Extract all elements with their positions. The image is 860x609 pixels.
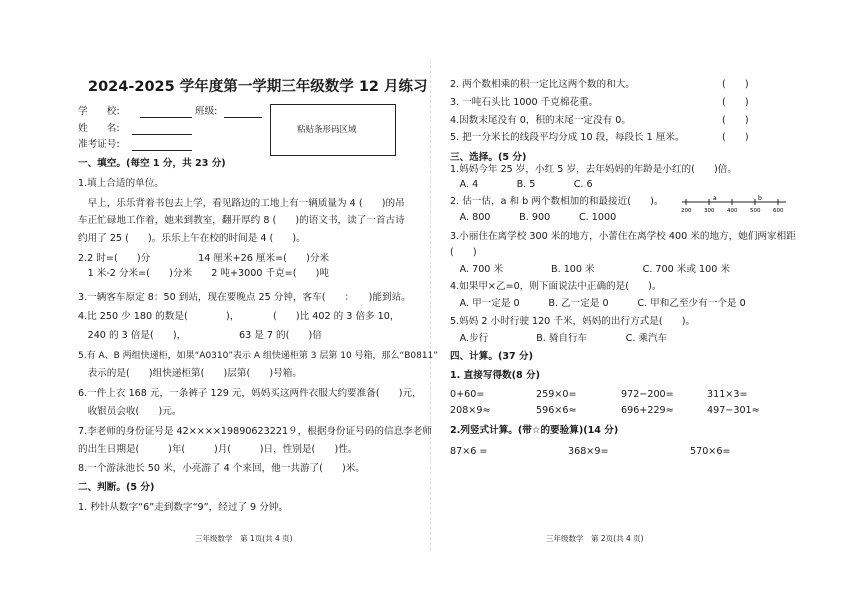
answer-bracket[interactable]: ( ) [722, 97, 749, 108]
oral-problem: 259×0= [536, 389, 577, 400]
question-line: 5.妈妈 2 小时行驶 120 千米，妈妈的出行方式是( )。 [450, 316, 696, 327]
page-footer: 三年级数学 第 2页(共 4 页) [546, 534, 644, 543]
oral-problem: 696+229≈ [621, 405, 674, 416]
oral-problem: 497−301≈ [707, 405, 760, 416]
subsection-vertical-heading: 2.列竖式计算。(带☆的要验算)(14 分) [450, 425, 619, 436]
question-line: 早上，乐乐背着书包去上学，看见路边的工地上有一辆质量为 4 ( )的吊 [78, 198, 405, 209]
question-line: 2. 估一估，a 和 b 两个数相加的和最接近( )。 [450, 196, 664, 207]
question-line: 2.2 时=( )分 14 厘米+26 厘米=( )分米 [78, 253, 330, 264]
number-line-tick-label: 600 [773, 208, 784, 214]
name-label: 姓 名: [78, 123, 120, 134]
question-line: 收银员会收( )元。 [78, 406, 182, 417]
class-field[interactable] [224, 117, 262, 118]
question-options: A.步行 B. 骑自行车 C. 乘汽车 [450, 333, 668, 344]
class-label: 班级: [195, 106, 218, 117]
barcode-label: 粘贴条形码区域 [297, 125, 357, 135]
name-field[interactable] [132, 134, 192, 135]
oral-problem: 0+60= [450, 389, 485, 400]
number-line-ticks [681, 199, 784, 214]
question-options: A. 甲一定是 0 B. 乙一定是 0 C. 甲和乙至少有一个是 0 [450, 298, 746, 309]
subsection-oral-heading: 1. 直接写得数(8 分) [450, 370, 541, 381]
question-options: A. 800 B. 900 C. 1000 [450, 212, 617, 223]
question-line: ( ) [450, 247, 477, 258]
question-line: 8.一个游泳池长 50 米，小亮游了 4 个来回，他一共游了( )米。 [78, 463, 365, 474]
number-line-tick-label: 300 [704, 208, 715, 214]
section-judge-heading: 二、判断。(5 分) [78, 482, 155, 493]
question-line: 1. 秒针从数字“6”走到数字“9”，经过了 9 分钟。 [78, 502, 288, 513]
answer-bracket[interactable]: ( ) [722, 115, 749, 126]
question-line: 6.一件上衣 168 元，一条裤子 129 元，妈妈买这两件衣服大约要准备( )元， [78, 388, 422, 399]
question-line: 1.填上合适的单位。 [78, 178, 164, 189]
oral-problem: 972−200= [621, 389, 674, 400]
question-line: 约用了 25 ( )。乐乐上午在校的时间是 4 ( )。 [78, 233, 306, 244]
question-line: 7.李老师的身份证号是 42××××19890623221９，根据身份证号码的信息李老师 [78, 426, 432, 437]
answer-bracket[interactable]: ( ) [722, 79, 749, 90]
judgment-item: 2. 两个数相乘的积一定比这两个数的和大。 [450, 79, 635, 90]
barcode-area [270, 104, 396, 156]
oral-problem: 596×6≈ [536, 405, 577, 416]
oral-problem: 208×9≈ [450, 405, 491, 416]
question-line: 4.如果甲×乙=0，则下面说法中正确的是( )。 [450, 281, 662, 292]
page-footer: 三年级数学 第 1页(共 4 页) [195, 534, 293, 543]
number-line-label-a: a [713, 195, 717, 202]
question-line: 车正忙碌地工作着，她来到教室，翻开厚约 8 ( )的语文书，读了一首古诗 [78, 215, 405, 226]
judgment-item: 4.因数末尾没有 0，积的末尾一定没有 0。 [450, 115, 631, 126]
question-line: 3.一辆客车原定 8：50 到站，现在要晚点 25 分钟，客车( ： )能到站。 [78, 292, 411, 303]
question-options: A. 700 米 B. 100 米 C. 700 米或 100 米 [450, 264, 730, 275]
number-line-tick-label: 400 [727, 208, 738, 214]
question-line: 表示的是( )组快递柜第( )层第( )号箱。 [78, 368, 302, 379]
question-line: 的出生日期是( )年( )月( )日，性别是( )性。 [78, 444, 358, 455]
question-line: 4.比 250 少 180 的数是( )， ( )比 402 的 3 倍多 10， [78, 311, 400, 322]
number-line-tick-label: 500 [750, 208, 761, 214]
answer-bracket[interactable]: ( ) [722, 132, 749, 143]
oral-problem: 311×3= [707, 389, 748, 400]
judgment-item: 5. 把一分米长的线段平均分成 10 段，每段长 1 厘米。 [450, 132, 685, 143]
section-fill-heading: 一、填空。(每空 1 分，共 23 分) [78, 158, 226, 169]
exam-title: 2024-2025 学年度第一学期三年级数学 12 月练习 [88, 79, 428, 95]
school-label: 学 校: [78, 106, 120, 117]
school-field[interactable] [140, 117, 192, 118]
exam-number-label: 准考证号: [78, 139, 120, 150]
section-calc-heading: 四、计算。(37 分) [450, 351, 534, 362]
number-line-figure [680, 194, 790, 214]
question-line: 3.小丽住在离学校 300 米的地方，小蕾住在离学校 400 米的地方，她们两家相距 [450, 231, 796, 242]
question-line: 1 米-2 分米=( )分米 2 吨+3000 千克=( )吨 [78, 268, 329, 279]
question-line: 1.妈妈今年 25 岁，小红 5 岁，去年妈妈的年龄是小红的( )倍。 [450, 164, 737, 175]
number-line-label-b: b [758, 195, 762, 202]
number-line-tick-label: 200 [681, 208, 692, 214]
vertical-problem: 87×6 = [450, 446, 488, 457]
question-line: 5.有 A、B 两组快递柜，如果“A0310”表示 A 组快递柜第 3 层第 10 号箱，那么“B0811” [78, 351, 438, 361]
section-choice-heading: 三、选择。(5 分) [450, 152, 527, 163]
judgment-item: 3. 一吨石头比 1000 千克棉花重。 [450, 97, 599, 108]
question-line: 240 的 3 倍是( )， 63 是 7 的( )倍 [78, 330, 322, 341]
exam-number-field[interactable] [132, 150, 192, 151]
vertical-problem: 570×6= [690, 446, 731, 457]
question-options: A. 4 B. 5 C. 6 [450, 179, 593, 190]
vertical-problem: 368×9= [568, 446, 609, 457]
exam-page-2 [430, 0, 860, 609]
